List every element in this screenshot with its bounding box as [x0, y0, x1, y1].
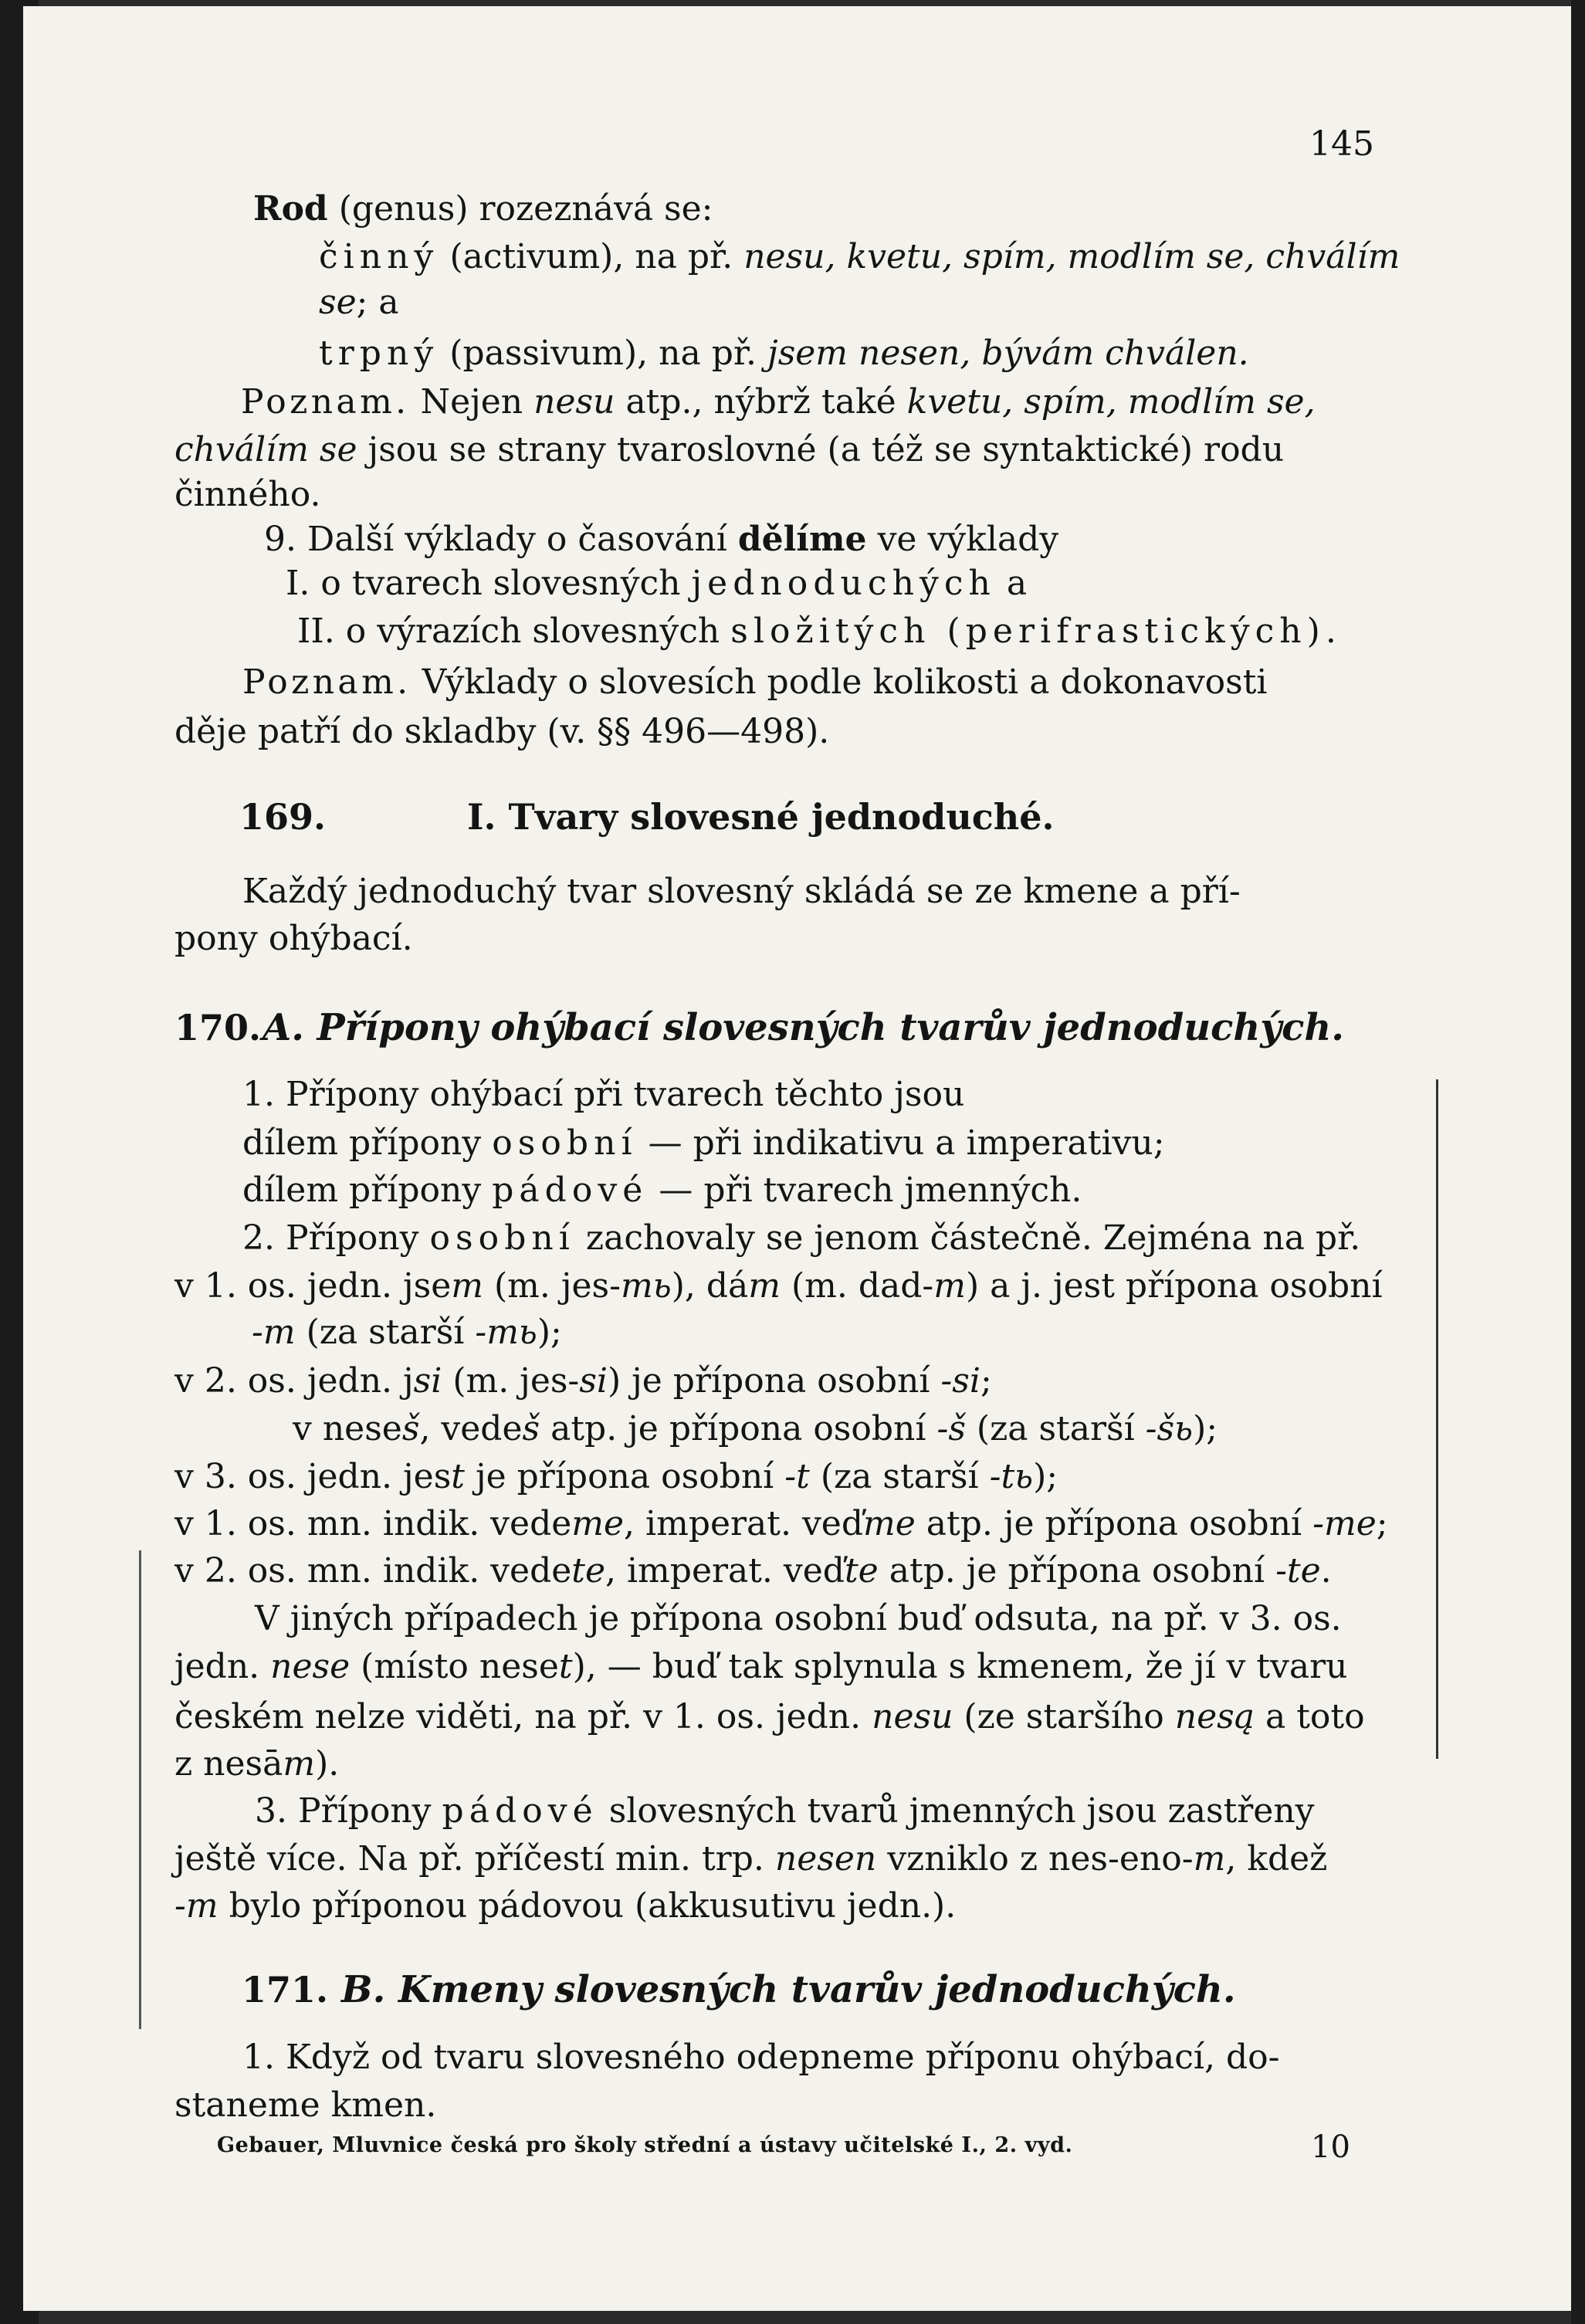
- book-page: [23, 6, 1571, 2311]
- section-169-number: 169.: [239, 796, 327, 838]
- s170-para-1: V jiných případech je přípona osobní buď odsuta, na př. v 3. os.: [255, 1599, 1342, 1638]
- s170-line-3: dílem přípony pádové — při tvarech jmenných.: [242, 1170, 1082, 1210]
- poznam-1-line-3: činného.: [174, 475, 321, 514]
- section-171-title: B. Kmeny slovesných tvarův jednoduchých.: [341, 1968, 1236, 2011]
- page-number: 145: [1309, 124, 1374, 164]
- s170-row-3: v 2. os. jedn. jsi (m. jes-si) je přípona osobní -si;: [174, 1361, 992, 1401]
- rod-line: Rod (genus) rozeznává se:: [253, 189, 713, 229]
- section-170-number: 170.: [174, 1007, 262, 1049]
- cinny-line: činný (activum), na př. nesu, kvetu, spím, modlím se, chválím: [319, 237, 1400, 276]
- section-171-number: 171.: [242, 1969, 329, 2011]
- scan-border-right: [1571, 0, 1585, 2324]
- cinny-cont-line: se; a: [319, 283, 399, 322]
- poznam-1-line-1: Poznam. Nejen nesu atp., nýbrž také kvetu, spím, modlím se,: [241, 382, 1316, 422]
- margin-line-left: [139, 1550, 141, 2029]
- s170-row-2: -m (za starší -mь);: [252, 1313, 562, 1352]
- poznam-1-line-2: chválím se jsou se strany tvaroslovné (a též se syntaktické) rodu: [174, 430, 1285, 469]
- section-169-text-2: pony ohýbací.: [174, 919, 413, 958]
- poznam-2-line-1: Poznam. Výklady o slovesích podle kolikosti a dokonavosti: [242, 662, 1268, 702]
- poznam-2-line-2: děje patří do skladby (v. §§ 496—498).: [174, 712, 830, 751]
- s170-para-4: z nesām).: [174, 1744, 340, 1784]
- s170-line-4: 2. Přípony osobní zachovaly se jenom částečně. Zejména na př.: [242, 1218, 1361, 1258]
- s171-line-2: staneme kmen.: [174, 2085, 437, 2125]
- s170-line-1: 1. Přípony ohýbací při tvarech těchto jsou: [242, 1075, 965, 1114]
- s170-para-3: českém nelze viděti, na př. v 1. os. jedn. nesu (ze staršího nesą a toto: [174, 1697, 1365, 1736]
- point-9-ii: II. o výrazích slovesných složitých (perifrastických).: [297, 611, 1342, 651]
- section-169-text-1: Každý jednoduchý tvar slovesný skládá se ze kmene a pří-: [242, 872, 1241, 911]
- section-169-title: I. Tvary slovesné jednoduché.: [467, 796, 1055, 838]
- s170-para-5: 3. Přípony pádové slovesných tvarů jmenných jsou zastřeny: [255, 1791, 1315, 1831]
- s170-para-6: ještě více. Na př. příčestí min. trp. nesen vzniklo z nes-eno-m, kdež: [174, 1839, 1328, 1879]
- s170-row-6: v 1. os. mn. indik. vedeme, imperat. veďme atp. je přípona osobní -me;: [174, 1504, 1388, 1543]
- footer-citation: Gebauer, Mluvnice česká pro školy střední a ústavy učitelské I., 2. vyd.: [217, 2133, 1073, 2157]
- s170-row-5: v 3. os. jedn. jest je přípona osobní -t (za starší -tь);: [174, 1457, 1058, 1496]
- point-9-i: I. o tvarech slovesných jednoduchých a: [286, 564, 1028, 603]
- signature-mark: 10: [1311, 2129, 1350, 2165]
- s170-line-2: dílem přípony osobní — při indikativu a imperativu;: [242, 1123, 1165, 1163]
- s170-para-7: -m bylo příponou pádovou (akkusutivu jedn.).: [174, 1886, 957, 1926]
- point-9-line: 9. Další výklady o časování dělíme ve výklady: [264, 520, 1059, 559]
- s170-para-2: jedn. nese (místo neset), — buď tak splynula s kmenem, že jí v tvaru: [174, 1647, 1348, 1686]
- section-170-title: A. Přípony ohýbací slovesných tvarův jednoduchých.: [262, 1006, 1344, 1049]
- s170-row-1: v 1. os. jedn. jsem (m. jes-mь), dám (m. dad-m) a j. jest přípona osobní: [174, 1266, 1383, 1306]
- s171-line-1: 1. Když od tvaru slovesného odepneme příponu ohýbací, do-: [242, 2038, 1280, 2077]
- margin-line-right: [1436, 1079, 1438, 1759]
- s170-row-7: v 2. os. mn. indik. vedete, imperat. veďte atp. je přípona osobní -te.: [174, 1551, 1332, 1591]
- trpny-line: trpný (passivum), na př. jsem nesen, bývám chválen.: [319, 334, 1249, 373]
- s170-row-4: v neseš, vedeš atp. je přípona osobní -š (za starší -šь);: [293, 1409, 1218, 1448]
